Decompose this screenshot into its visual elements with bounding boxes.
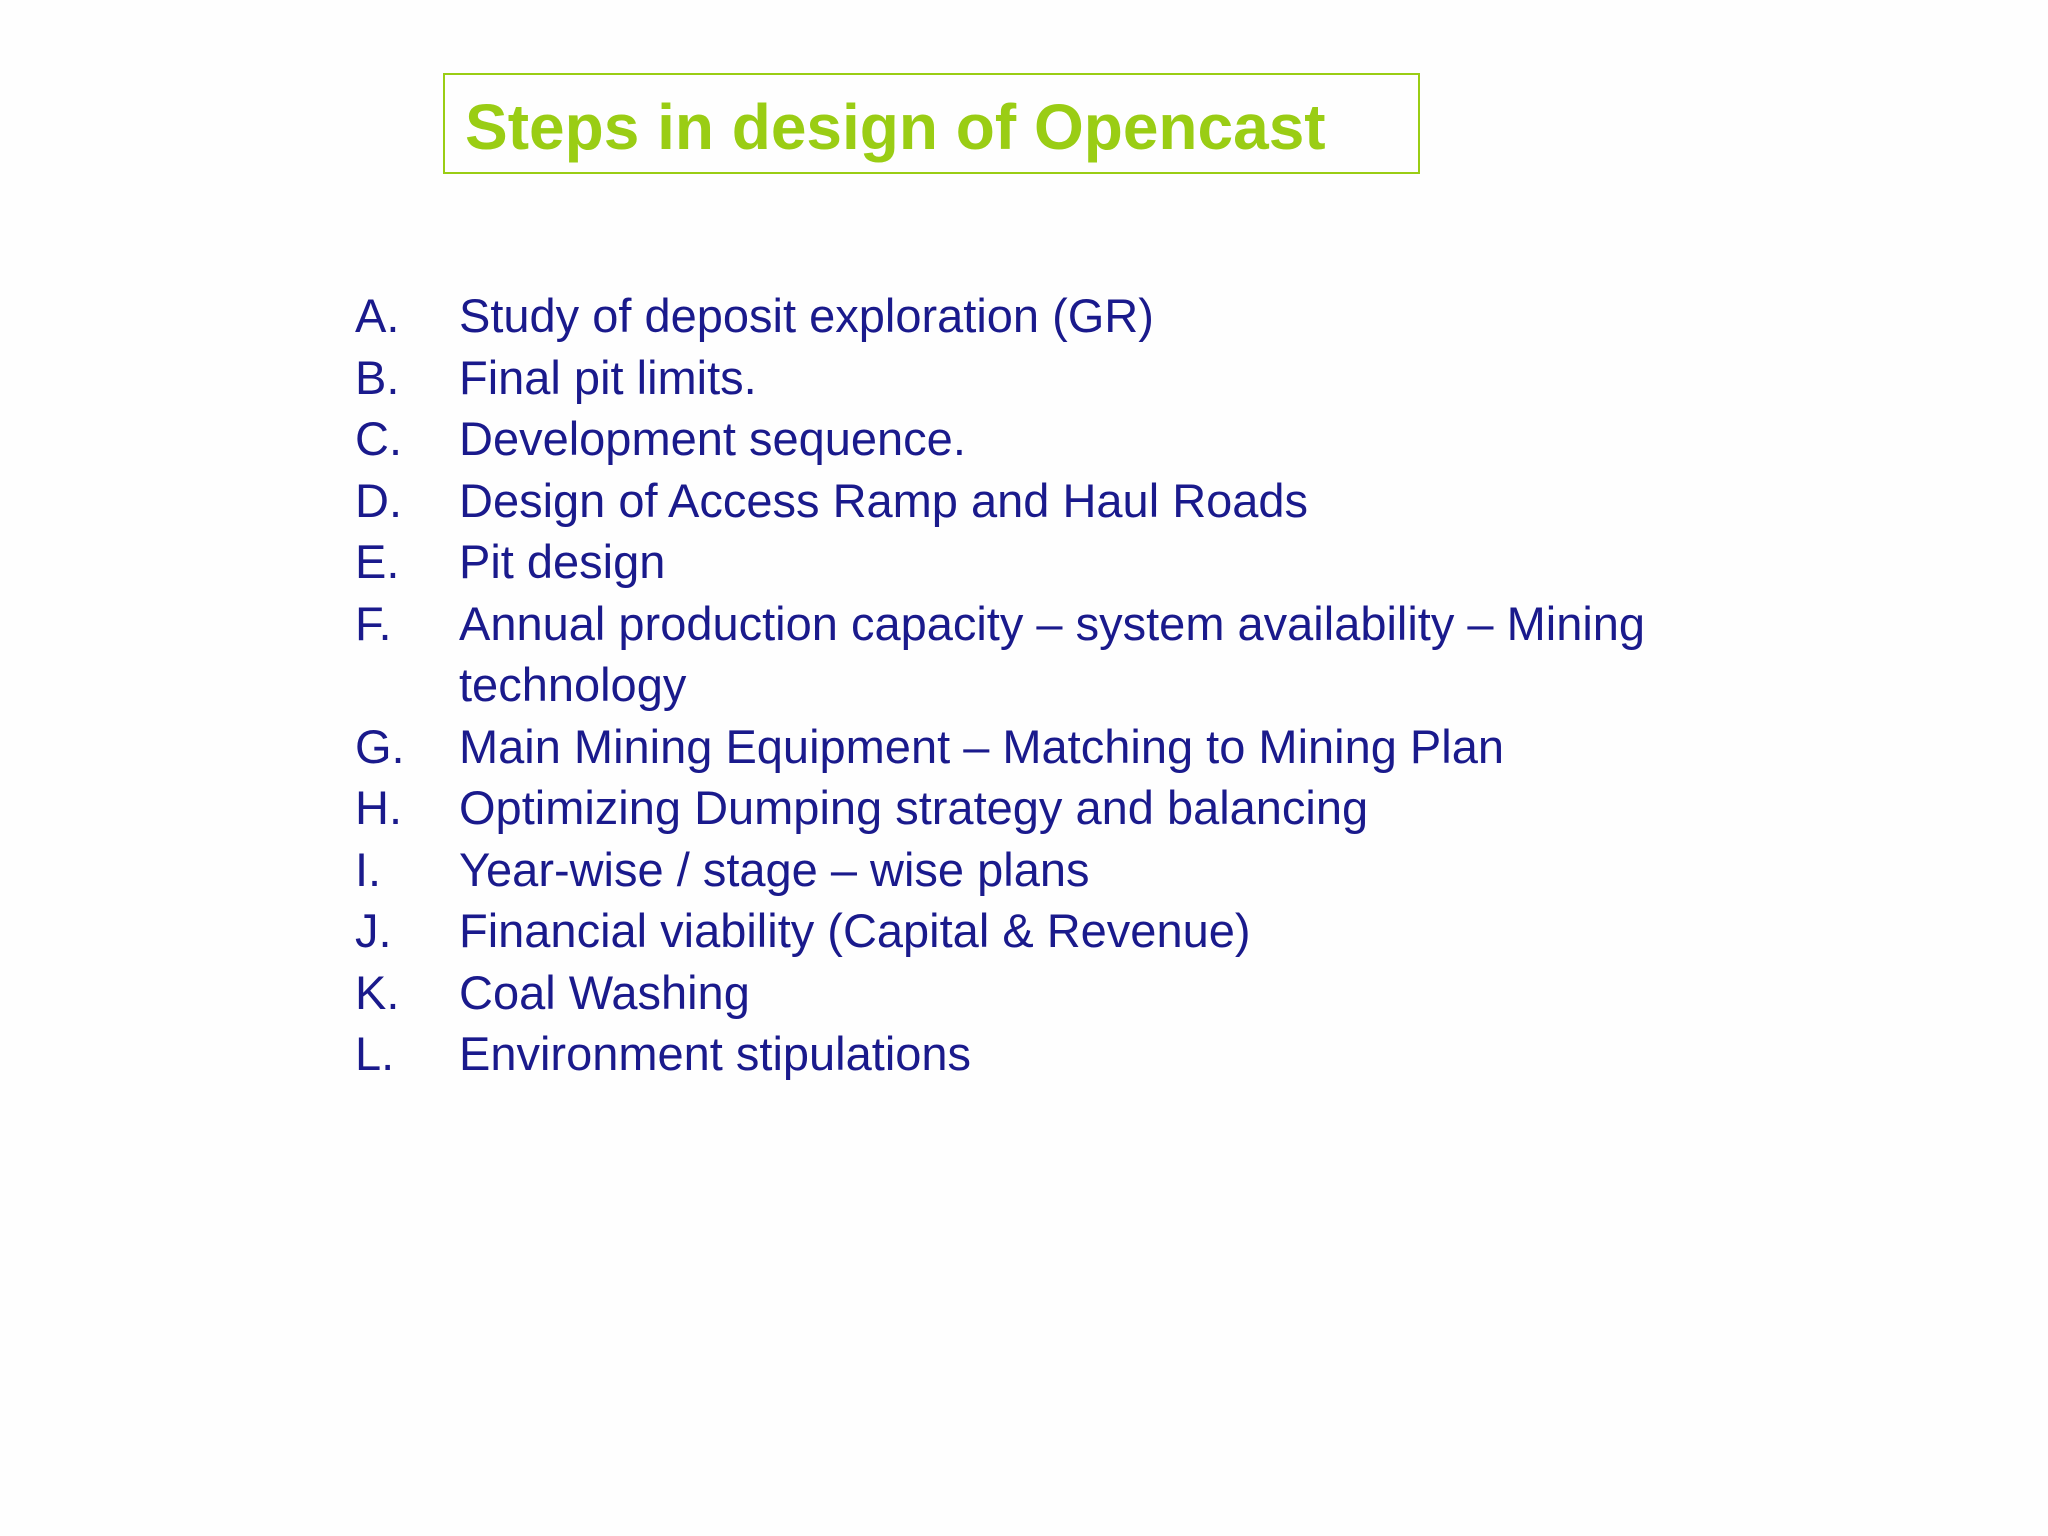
step-text: Financial viability (Capital & Revenue) <box>459 904 1251 957</box>
list-item <box>355 1023 1955 1085</box>
list-item <box>355 716 1955 778</box>
step-text: Year-wise / stage – wise plans <box>459 842 1090 896</box>
step-text: Pit design <box>459 535 666 588</box>
step-letter: I. <box>355 842 382 896</box>
step-letter: G. <box>355 719 405 773</box>
list-item <box>355 408 1955 470</box>
list-item <box>355 531 1955 593</box>
slide-title: Steps in design of Opencast <box>465 91 1326 163</box>
step-letter: L. <box>355 1027 395 1080</box>
step-letter: A. <box>355 289 400 342</box>
list-item <box>355 470 1955 532</box>
step-letter: K. <box>355 965 400 1019</box>
step-letter: F. <box>355 596 392 650</box>
step-text: Design of Access Ramp and Haul Roads <box>459 473 1309 527</box>
steps-list <box>355 285 1955 1085</box>
step-letter: B. <box>355 350 400 404</box>
step-text: Development sequence. <box>459 412 966 465</box>
step-letter: H. <box>355 781 402 834</box>
list-item <box>355 347 1955 409</box>
step-text: Optimizing Dumping strategy and balancing <box>459 781 1369 834</box>
title-box <box>443 73 1420 174</box>
step-letter: J. <box>355 904 392 957</box>
step-text: Main Mining Equipment – Matching to Mining Plan <box>459 719 1504 773</box>
list-item <box>355 839 1955 901</box>
step-text: Annual production capacity – system availability – Mining technology <box>459 596 1646 711</box>
step-text: Coal Washing <box>459 965 750 1019</box>
step-text: Environment stipulations <box>459 1027 972 1080</box>
list-item <box>355 285 1955 347</box>
list-item <box>355 593 1955 716</box>
step-text: Final pit limits. <box>459 350 757 404</box>
step-letter: C. <box>355 412 402 465</box>
step-letter: E. <box>355 535 400 588</box>
step-letter: D. <box>355 473 402 527</box>
list-item <box>355 962 1955 1024</box>
list-item <box>355 777 1955 839</box>
step-text: Study of deposit exploration (GR) <box>459 289 1154 342</box>
list-item <box>355 900 1955 962</box>
